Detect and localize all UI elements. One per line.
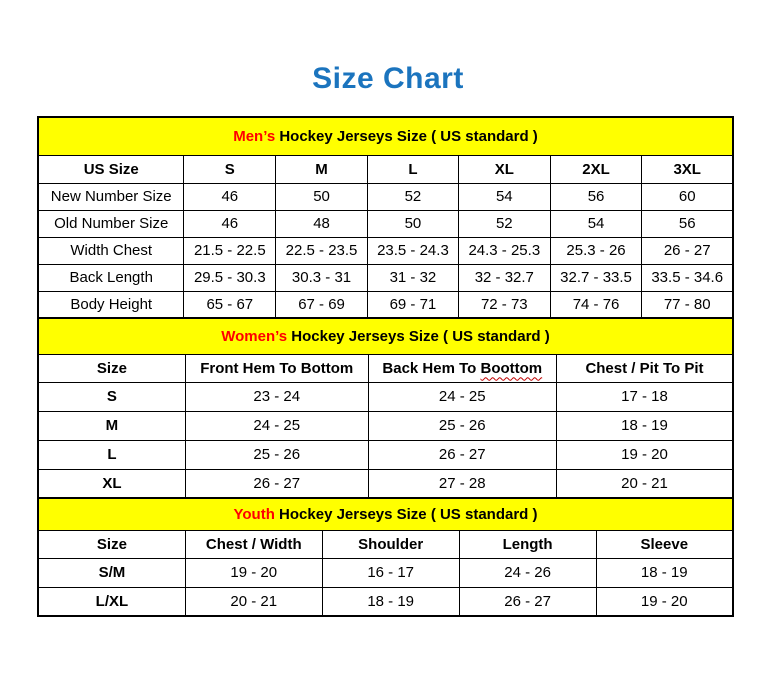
womens-value-cell: 19 - 20 xyxy=(556,440,733,469)
mens-header-col-6: 3XL xyxy=(642,155,733,183)
womens-row-2 xyxy=(38,440,733,469)
mens-value-cell: 67 - 69 xyxy=(276,291,368,318)
youth-value-cell: 18 - 19 xyxy=(322,587,459,616)
mens-value-cell: 52 xyxy=(458,210,550,237)
mens-section-band: Men’s Hockey Jerseys Size ( US standard ) xyxy=(38,117,733,155)
mens-row-label: New Number Size xyxy=(38,183,184,210)
mens-value-cell: 21.5 - 22.5 xyxy=(184,237,276,264)
mens-row-4 xyxy=(38,291,733,318)
womens-row-3 xyxy=(38,469,733,498)
womens-row-label: L xyxy=(38,440,185,469)
youth-row-label: L/XL xyxy=(38,587,185,616)
mens-value-cell: 46 xyxy=(184,183,276,210)
mens-value-cell: 52 xyxy=(367,183,458,210)
mens-value-cell: 31 - 32 xyxy=(367,264,458,291)
mens-value-cell: 56 xyxy=(550,183,642,210)
womens-value-cell: 26 - 27 xyxy=(368,440,556,469)
mens-row-1 xyxy=(38,210,733,237)
mens-row-2 xyxy=(38,237,733,264)
womens-value-cell: 26 - 27 xyxy=(185,469,368,498)
mens-value-cell: 77 - 80 xyxy=(642,291,733,318)
youth-value-cell: 20 - 21 xyxy=(185,587,322,616)
mens-value-cell: 74 - 76 xyxy=(550,291,642,318)
youth-header-col-4: Sleeve xyxy=(596,530,733,558)
mens-value-cell: 69 - 71 xyxy=(367,291,458,318)
youth-header-col-1: Chest / Width xyxy=(185,530,322,558)
mens-value-cell: 26 - 27 xyxy=(642,237,733,264)
youth-header-col-3: Length xyxy=(459,530,596,558)
mens-header-col-5: 2XL xyxy=(550,155,642,183)
womens-header-col-0: Size xyxy=(38,354,185,382)
womens-row-label: XL xyxy=(38,469,185,498)
youth-header-col-0: Size xyxy=(38,530,185,558)
mens-value-cell: 60 xyxy=(642,183,733,210)
mens-value-cell: 24.3 - 25.3 xyxy=(458,237,550,264)
mens-row-label: Width Chest xyxy=(38,237,184,264)
womens-value-cell: 25 - 26 xyxy=(368,411,556,440)
mens-row-label: Old Number Size xyxy=(38,210,184,237)
mens-value-cell: 32 - 32.7 xyxy=(458,264,550,291)
womens-header-col-1: Front Hem To Bottom xyxy=(185,354,368,382)
womens-value-cell: 24 - 25 xyxy=(368,382,556,411)
womens-header-col-2: Back Hem To Boottom xyxy=(368,354,556,382)
mens-row-label: Back Length xyxy=(38,264,184,291)
mens-value-cell: 23.5 - 24.3 xyxy=(367,237,458,264)
womens-value-cell: 18 - 19 xyxy=(556,411,733,440)
page-title: Size Chart xyxy=(312,62,464,95)
youth-row-label: S/M xyxy=(38,558,185,587)
mens-value-cell: 50 xyxy=(367,210,458,237)
mens-header-col-0: US Size xyxy=(38,155,184,183)
mens-value-cell: 48 xyxy=(276,210,368,237)
youth-band-accent: Youth xyxy=(233,505,275,523)
mens-value-cell: 56 xyxy=(642,210,733,237)
mens-row-3 xyxy=(38,264,733,291)
mens-header-col-1: S xyxy=(184,155,276,183)
womens-value-cell: 24 - 25 xyxy=(185,411,368,440)
youth-row-1 xyxy=(38,587,733,616)
womens-row-label: S xyxy=(38,382,185,411)
womens-value-cell: 25 - 26 xyxy=(185,440,368,469)
womens-value-cell: 27 - 28 xyxy=(368,469,556,498)
mens-band-accent: Men’s xyxy=(233,127,276,145)
womens-row-1 xyxy=(38,411,733,440)
mens-value-cell: 50 xyxy=(276,183,368,210)
size-tables-container xyxy=(37,116,734,617)
youth-section-band: Youth Hockey Jerseys Size ( US standard ) xyxy=(38,498,733,530)
womens-row-0 xyxy=(38,382,733,411)
womens-section-band: Women’s Hockey Jerseys Size ( US standard ) xyxy=(38,318,733,354)
mens-header-col-2: M xyxy=(276,155,368,183)
womens-row-label: M xyxy=(38,411,185,440)
womens-value-cell: 20 - 21 xyxy=(556,469,733,498)
youth-value-cell: 19 - 20 xyxy=(185,558,322,587)
mens-row-label: Body Height xyxy=(38,291,184,318)
mens-value-cell: 46 xyxy=(184,210,276,237)
mens-value-cell: 30.3 - 31 xyxy=(276,264,368,291)
womens-size-table xyxy=(37,317,734,499)
mens-value-cell: 54 xyxy=(458,183,550,210)
mens-value-cell: 72 - 73 xyxy=(458,291,550,318)
mens-value-cell: 33.5 - 34.6 xyxy=(642,264,733,291)
mens-header-col-4: XL xyxy=(458,155,550,183)
womens-header-col-3: Chest / Pit To Pit xyxy=(556,354,733,382)
youth-row-0 xyxy=(38,558,733,587)
mens-size-table xyxy=(37,116,734,319)
youth-value-cell: 24 - 26 xyxy=(459,558,596,587)
mens-value-cell: 65 - 67 xyxy=(184,291,276,318)
youth-value-cell: 16 - 17 xyxy=(322,558,459,587)
youth-value-cell: 18 - 19 xyxy=(596,558,733,587)
mens-row-0 xyxy=(38,183,733,210)
mens-value-cell: 29.5 - 30.3 xyxy=(184,264,276,291)
youth-header-col-2: Shoulder xyxy=(322,530,459,558)
youth-value-cell: 26 - 27 xyxy=(459,587,596,616)
youth-value-cell: 19 - 20 xyxy=(596,587,733,616)
mens-header-col-3: L xyxy=(367,155,458,183)
womens-value-cell: 23 - 24 xyxy=(185,382,368,411)
mens-value-cell: 22.5 - 23.5 xyxy=(276,237,368,264)
womens-band-accent: Women’s xyxy=(221,327,288,345)
misspelled-word: Boottom xyxy=(480,359,543,377)
mens-value-cell: 25.3 - 26 xyxy=(550,237,642,264)
mens-value-cell: 32.7 - 33.5 xyxy=(550,264,642,291)
mens-value-cell: 54 xyxy=(550,210,642,237)
womens-value-cell: 17 - 18 xyxy=(556,382,733,411)
youth-size-table xyxy=(37,497,734,617)
